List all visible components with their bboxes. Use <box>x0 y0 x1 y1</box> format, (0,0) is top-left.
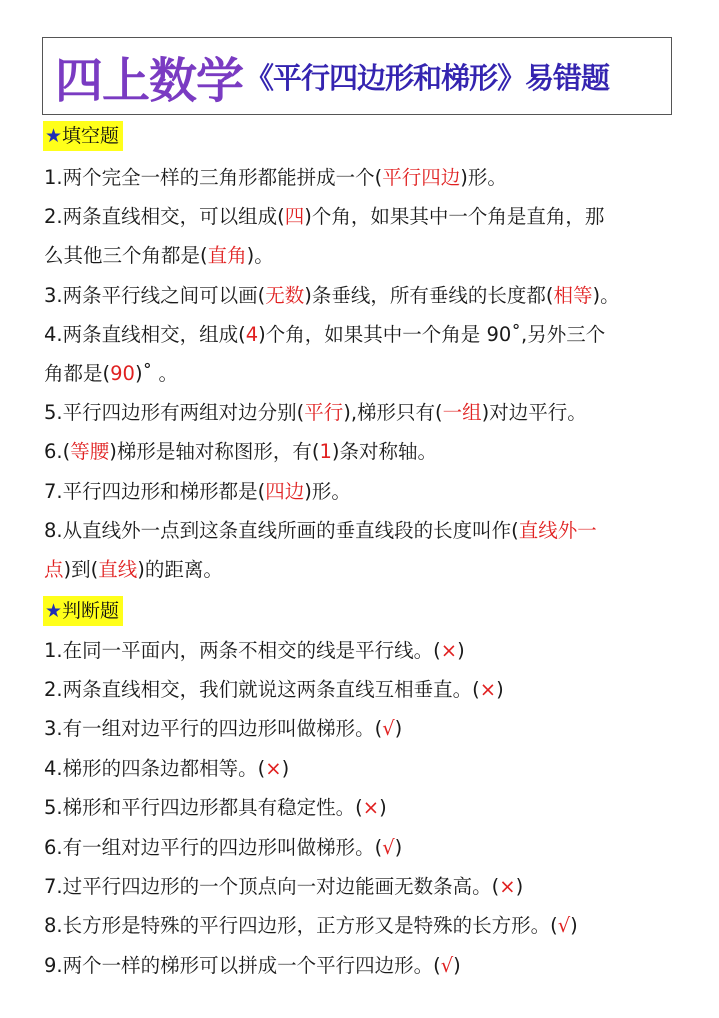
title-subtitle: 《平行四边形和梯形》易错题 <box>245 60 610 95</box>
judge-heading-text: 判断题 <box>62 600 120 622</box>
line-text: ),梯形只有( <box>343 401 443 424</box>
line-text: 1.在同一平面内，两条不相交的线是平行线。( <box>44 639 441 662</box>
line-text: ) <box>281 757 290 780</box>
star-icon: ★ <box>45 125 63 147</box>
line-text: )个角，如果其中一个角是 90˚,另外三个 <box>258 323 606 346</box>
line-text: )到( <box>63 558 99 581</box>
judge-line-1 <box>44 637 465 665</box>
check-mark-icon: √ <box>382 836 395 859</box>
answer: 直角 <box>207 244 247 267</box>
answer: 点 <box>44 558 64 581</box>
fill-line-2 <box>44 203 604 231</box>
cross-mark-icon: × <box>265 757 282 780</box>
fill-line-1 <box>44 164 507 192</box>
check-mark-icon: √ <box>440 954 454 977</box>
line-text: )˚ 。 <box>134 362 178 385</box>
judge-line-7 <box>44 873 523 901</box>
line-text: )。 <box>592 284 620 307</box>
answer: 平行四边 <box>382 166 461 189</box>
line-text: 9.两个一样的梯形可以拼成一个平行四边形。( <box>44 954 441 977</box>
line-text: 角都是( <box>44 362 111 385</box>
cross-mark-icon: × <box>440 639 458 662</box>
answer: 1 <box>319 440 332 463</box>
line-text: 5.平行四边形有两组对边分别( <box>44 401 305 424</box>
line-text: 2.两条直线相交，我们就说这两条直线互相垂直。( <box>44 678 480 701</box>
answer: 四 <box>284 205 305 228</box>
line-text: )。 <box>246 244 274 267</box>
answer: 一组 <box>442 401 482 424</box>
check-mark-icon: √ <box>382 717 395 740</box>
judge-line-5 <box>44 794 387 822</box>
star-icon: ★ <box>45 600 63 622</box>
line-text: 8.从直线外一点到这条直线所画的垂直线段的长度叫作( <box>44 519 519 542</box>
title-main: 四上数学 <box>55 52 244 109</box>
judge-line-2 <box>44 676 504 704</box>
line-text: 2.两条直线相交，可以组成( <box>44 205 285 228</box>
fill-line-5 <box>44 399 587 427</box>
answer: 四边 <box>265 480 305 503</box>
line-text: 3.有一组对边平行的四边形叫做梯形。( <box>44 717 383 740</box>
fill-line-7 <box>44 478 351 506</box>
answer: 无数 <box>265 284 305 307</box>
answer: 4 <box>245 323 259 346</box>
line-text: )个角，如果其中一个角是直角，那 <box>304 205 605 228</box>
line-text: 4.两条直线相交，组成( <box>44 323 246 346</box>
answer: 直线 <box>98 558 138 581</box>
cross-mark-icon: × <box>362 796 380 819</box>
line-text: )形。 <box>304 480 351 503</box>
judge-line-4 <box>44 755 289 783</box>
line-text: ) <box>457 639 465 662</box>
line-text: ) <box>453 954 461 977</box>
fill-section-heading <box>43 121 123 151</box>
line-text: 7.平行四边形和梯形都是( <box>44 480 266 503</box>
answer: 等腰 <box>70 440 110 463</box>
line-text: )对边平行。 <box>481 401 587 424</box>
line-text: 5.梯形和平行四边形都具有稳定性。( <box>44 796 363 819</box>
fill-line-4-cont <box>44 360 178 388</box>
line-text: 7.过平行四边形的一个顶点向一对边能画无数条高。( <box>44 875 500 898</box>
line-text: ) <box>570 914 578 937</box>
judge-line-9 <box>44 952 461 980</box>
answer: 平行 <box>304 401 344 424</box>
fill-line-4 <box>44 321 605 349</box>
line-text: 4.梯形的四条边都相等。( <box>44 757 266 780</box>
line-text: 3.两条平行线之间可以画( <box>44 284 266 307</box>
line-text: )条对称轴。 <box>331 440 437 463</box>
answer: 直线外一 <box>518 519 597 542</box>
line-text: 6.有一组对边平行的四边形叫做梯形。( <box>44 836 383 859</box>
line-text: 么其他三个角都是( <box>44 244 208 267</box>
line-text: )梯形是轴对称图形，有( <box>109 440 320 463</box>
fill-line-8-cont <box>44 556 223 584</box>
fill-line-6 <box>44 438 437 466</box>
judge-line-8 <box>44 912 578 940</box>
line-text: ) <box>515 875 524 898</box>
fill-line-2-cont <box>44 242 274 270</box>
fill-line-8 <box>44 517 597 545</box>
cross-mark-icon: × <box>499 875 516 898</box>
line-text: 8.长方形是特殊的平行四边形，正方形又是特殊的长方形。( <box>44 914 558 937</box>
line-text: 1.两个完全一样的三角形都能拼成一个( <box>44 166 383 189</box>
line-text: ) <box>379 796 387 819</box>
judge-line-3 <box>44 715 402 743</box>
line-text: 6.( <box>44 440 71 463</box>
line-text: ) <box>394 836 403 859</box>
check-mark-icon: √ <box>557 914 571 937</box>
line-text: )形。 <box>460 166 507 189</box>
judge-line-6 <box>44 834 402 862</box>
line-text: )条垂线，所有垂线的长度都( <box>304 284 554 307</box>
line-text: ) <box>394 717 403 740</box>
fill-heading-text: 填空题 <box>62 125 120 147</box>
fill-line-3 <box>44 282 620 310</box>
answer: 90 <box>110 362 135 385</box>
answer: 相等 <box>553 284 593 307</box>
line-text: )的距离。 <box>137 558 223 581</box>
line-text: ) <box>496 678 504 701</box>
judge-section-heading <box>43 596 123 626</box>
title-box <box>42 37 672 115</box>
cross-mark-icon: × <box>479 678 497 701</box>
